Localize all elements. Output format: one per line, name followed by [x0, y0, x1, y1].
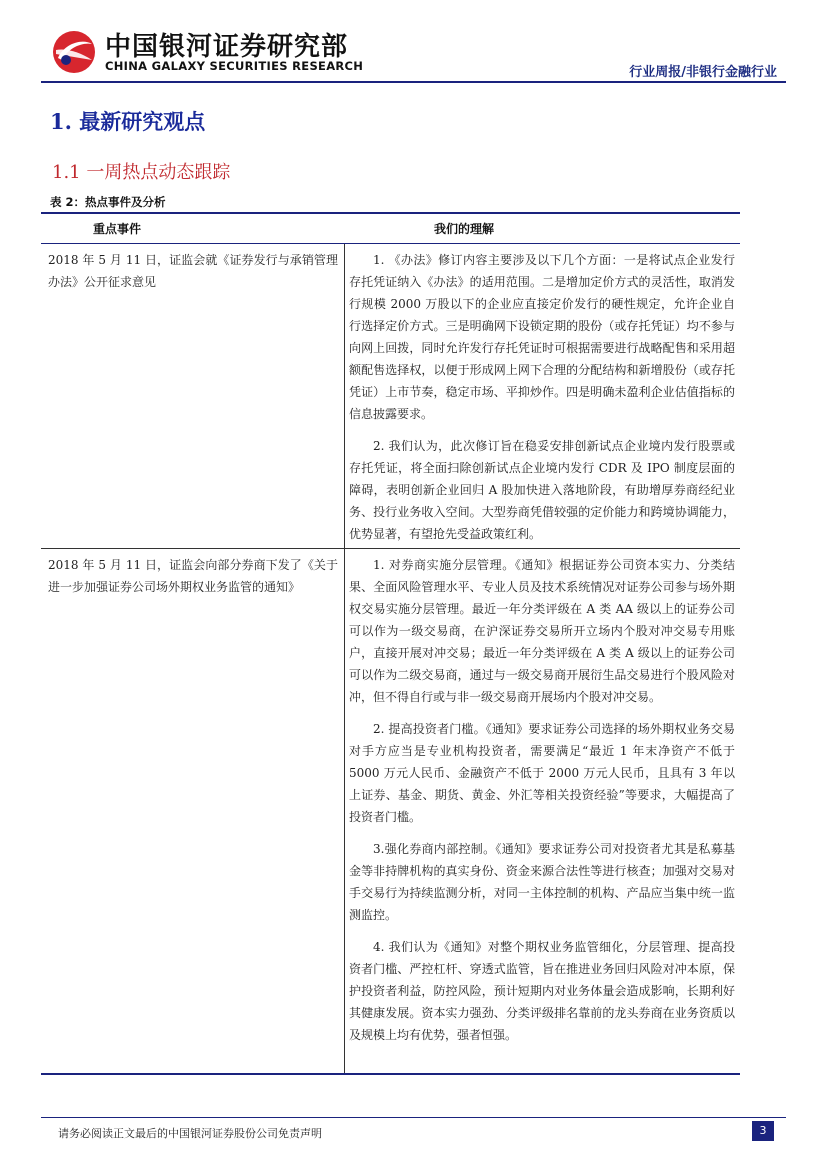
hot-events-table — [41, 212, 740, 1075]
analysis-paragraph: 4. 我们认为《通知》对整个期权业务监管细化，分层管理、提高投资者门槛、严控杠杆、穿透式监管，旨在推进业务回归风险对冲本原，保护投资者利益，防控风险，预计短期内对业务体量会造成影响，长期利好其健康发展。资本实力强劲、分类评级排名靠前的龙头券商在业务资质以及规模上均有优势，强者恒强。 — [349, 940, 735, 1042]
column-divider — [344, 549, 345, 1073]
analysis-paragraph: 1. 《办法》修订内容主要涉及以下几个方面：一是将试点企业发行存托凭证纳入《办法》的适用范围。二是增加定价方式的灵活性，取消发行规模 2000 万股以下的企业应直接定价发行的硬性规定，允许企业自行选择定价方式。三是明确网下设锁定期的股份（或存托凭证）均不参与向网上回拨，同时允许发行存托凭证时可根据需要进行战略配售和采用超额配售选择权，以便于形成网上网下合理的分配结构和新增股份（或存托凭证）上市节奏，稳定市场、平抑炒作。四是明确未盈利企业估值指标的信息披露要求。 — [349, 253, 735, 421]
table-caption: 表 2：热点事件及分析 — [50, 195, 166, 209]
analysis-paragraph: 1. 对券商实施分层管理。《通知》根据证券公司资本实力、分类结果、全面风险管理水平、专业人员及技术系统情况对证券公司参与场外期权交易实施分层管理。最近一年分类评级在 A 类 AA 级以上的证券公司可以作为一级交易商，在沪深证券交易所开立场内个股对冲交易专用账户，直接开展对冲交易；最近一年分类评级在 A 类 A 级以上的证券公司可以作为二级交易商，通过与一级交易商开展衍生品交易进行个股风险对冲，但不得自行或与非一级交易商开展场内个股对冲交易。 — [349, 558, 735, 704]
event-cell: 2018 年 5 月 11 日，证监会向部分券商下发了《关于进一步加强证券公司场外期权业务监管的通知》 — [48, 558, 338, 594]
table-header — [41, 212, 740, 244]
column-divider — [344, 244, 345, 548]
table-row — [41, 549, 740, 1075]
analysis-paragraph: 2. 我们认为，此次修订旨在稳妥安排创新试点企业境内发行股票或存托凭证，将全面扫除创新试点企业境内发行 CDR 及 IPO 制度层面的障碍，表明创新企业回归 A 股加快进入落地阶段，有助增厚券商经纪业务、投行业务收入空间。大型券商凭借较强的定价能力和跨境协调能力，优势显著，有望抢先受益政策红利。 — [349, 439, 735, 541]
logo-chinese-name: 中国银河证券研究部 — [105, 32, 349, 62]
page-number: 3 — [752, 1121, 774, 1141]
analysis-cell — [349, 249, 735, 555]
table-row — [41, 244, 740, 549]
footer-disclaimer: 请务必阅读正文最后的中国银河证券股份公司免责声明 — [58, 1127, 322, 1140]
footer-divider — [41, 1117, 786, 1118]
analysis-paragraph: 3.强化券商内部控制。《通知》要求证券公司对投资者尤其是私募基金等非持牌机构的真实身份、资金来源合法性等进行核查；加强对交易对手交易行为持续监测分析，对同一主体控制的机构、产品应当集中统一监测监控。 — [349, 842, 735, 922]
galaxy-logo-icon — [52, 30, 96, 74]
analysis-paragraph: 2. 提高投资者门槛。《通知》要求证券公司选择的场外期权业务交易对手方应当是专业机构投资者，需要满足“最近 1 年末净资产不低于 5000 万元人民币、金融资产不低于 2000 万元人民币，且具有 3 年以上证券、基金、期货、黄金、外汇等相关投资经验”等要求，大幅提高了投资者门槛。 — [349, 722, 735, 824]
analysis-cell — [349, 554, 735, 1056]
report-type-label: 行业周报/非银行金融行业 — [629, 65, 777, 80]
subsection-title: 1.1 一周热点动态跟踪 — [52, 162, 231, 183]
logo-english-name: CHINA GALAXY SECURITIES RESEARCH — [105, 59, 364, 73]
header-our-understanding: 我们的理解 — [434, 222, 495, 236]
page-header — [0, 0, 827, 82]
header-key-events: 重点事件 — [93, 222, 142, 236]
event-cell: 2018 年 5 月 11 日，证监会就《证券发行与承销管理办法》公开征求意见 — [48, 253, 338, 289]
section-title: 1. 最新研究观点 — [50, 109, 206, 134]
header-divider — [41, 81, 786, 83]
